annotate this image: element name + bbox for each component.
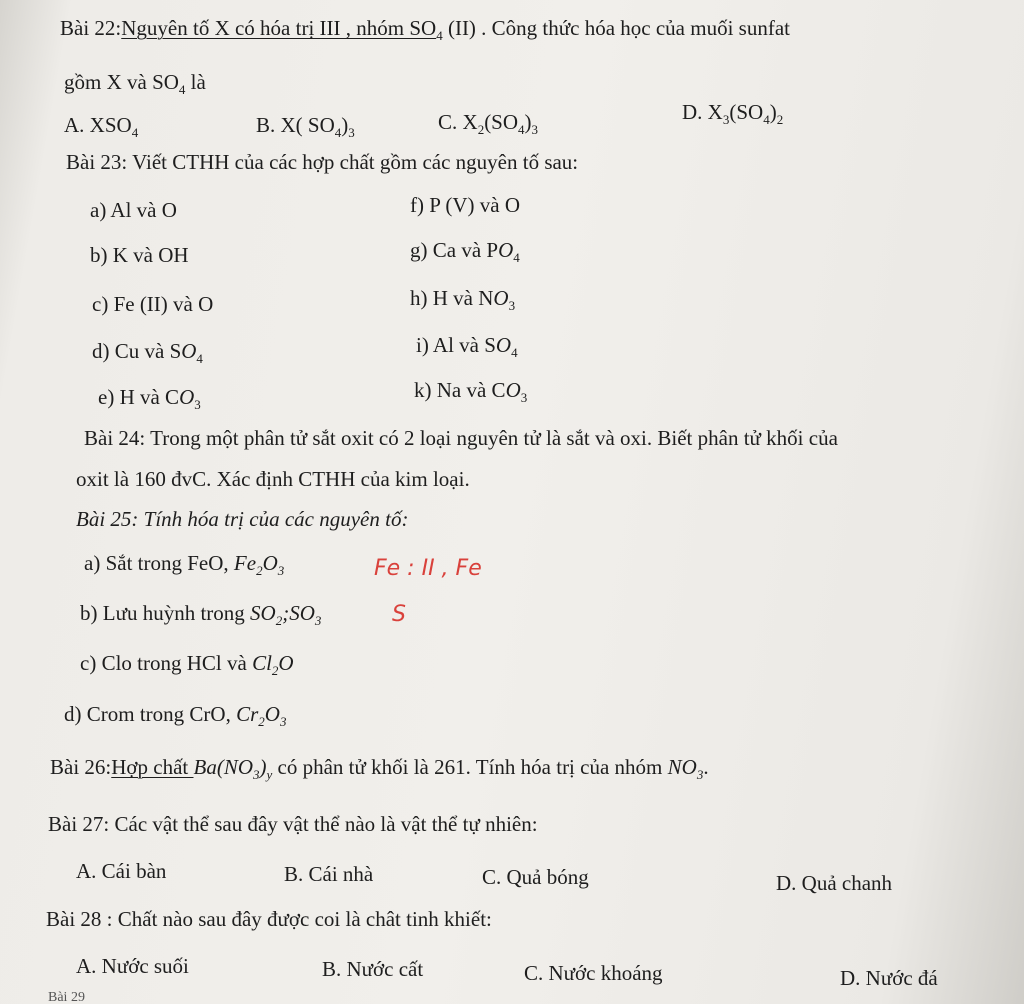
q22-option-a: A. $XSO_4$ (64, 113, 139, 140)
handwritten-answer-a: Fe : II , Fe (374, 556, 482, 581)
q24-line-2: oxit là 160 đvC. Xác định CTHH của kim loại. (76, 467, 470, 491)
q28-title: Bài 28 : Chất nào sau đây được coi là chât tinh khiết: (46, 907, 492, 931)
q25-item-a: a) Sắt trong FeO, $Fe_2O_3$ (84, 551, 285, 578)
q28-option-b: B. Nước cất (322, 957, 424, 981)
q25-item-c: c) Clo trong HCl và $Cl_2O$ (80, 651, 294, 678)
q22-line-1: Bài 22:Nguyên tố X có hóa trị III , nhóm $SO_4$ (II) . Công thức hóa học của muối sunfat (60, 16, 790, 43)
handwritten-answer-b: S (392, 602, 406, 627)
q27-option-a: A. Cái bàn (76, 859, 167, 883)
q24-line-1: Bài 24: Trong một phân tử sắt oxit có 2 loại nguyên tử là sắt và oxi. Biết phân tử khối của (84, 426, 838, 450)
q23-item-h: h) H và $NO_3$ (410, 286, 516, 313)
q23-item-f: f) P (V) và O (410, 193, 521, 217)
q27-option-c: C. Quả bóng (482, 865, 589, 889)
q23-title: Bài 23: Viết CTHH của các hợp chất gồm các nguyên tố sau: (66, 150, 579, 174)
q22-option-b: B. X( $SO_4)_3$ (256, 113, 355, 140)
q26-line: Bài 26:Hợp chất $Ba(NO_3)_y$ có phân tử khối là 261. Tính hóa trị của nhóm $NO_3$. (50, 755, 709, 782)
q25-item-d: d) Crom trong CrO, $Cr_2O_3$ (64, 702, 287, 729)
q27-option-d: D. Quả chanh (776, 871, 893, 895)
q25-title: Bài 25: Tính hóa trị của các nguyên tố: (76, 507, 409, 531)
q23-item-e: e) H và $CO_3$ (98, 385, 201, 412)
q22-option-d: D. $X_3(SO_4)_2$ (682, 100, 784, 127)
q28-option-d: D. Nước đá (840, 966, 938, 990)
q23-item-i: i) Al và $SO_4$ (416, 333, 518, 360)
q23-item-b: b) K và OH (90, 243, 189, 267)
q27-option-b: B. Cái nhà (284, 862, 374, 886)
q28-option-a: A. Nước suối (76, 954, 189, 978)
q25-item-b: b) Lưu huỳnh trong $SO_2;SO_3$ (80, 601, 322, 628)
q27-title: Bài 27: Các vật thể sau đây vật thể nào là vật thể tự nhiên: (48, 812, 538, 836)
q23-item-g: g) Ca và $PO_4$ (410, 238, 520, 265)
q23-item-a: a) Al và O (90, 198, 177, 222)
q23-item-k: k) Na và $CO_3$ (414, 378, 528, 405)
next-question-cutoff: Bài 29 (48, 990, 85, 1004)
q22-line-2: gồm X và $SO_4$ là (64, 70, 206, 97)
q23-item-d: d) Cu và $SO_4$ (92, 339, 203, 366)
q22-option-c: C. $X_2(SO_4)_3$ (438, 110, 539, 137)
q23-item-c: c) Fe (II) và O (92, 292, 214, 316)
q28-option-c: C. Nước khoáng (524, 961, 663, 985)
